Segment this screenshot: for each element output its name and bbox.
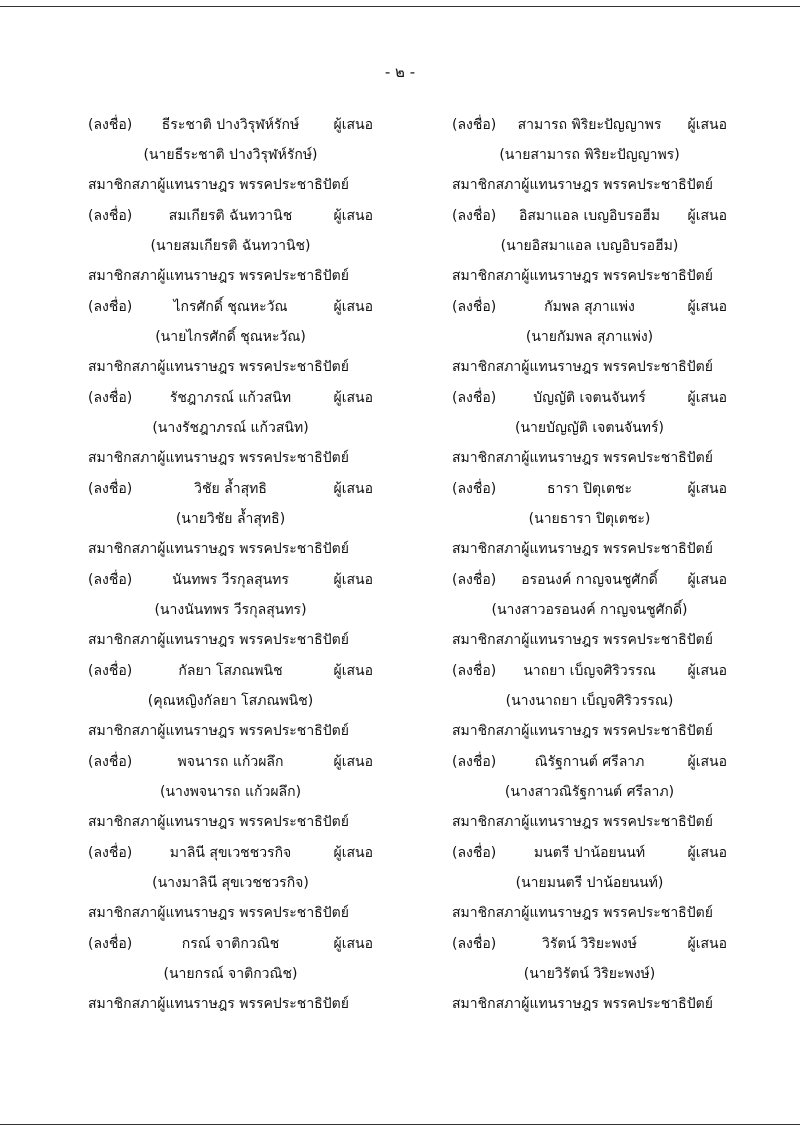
proposer-role: ผู้เสนอ xyxy=(333,754,373,770)
signature-name: วิชัย ล้ำสุทธิ xyxy=(194,481,267,497)
signature-entry xyxy=(88,383,373,474)
proposer-role: ผู้เสนอ xyxy=(687,572,727,588)
signature-entry xyxy=(452,656,727,747)
party-affiliation: สมาชิกสภาผู้แทนราษฎร พรรคประชาธิปัตย์ xyxy=(88,723,349,739)
party-affiliation: สมาชิกสภาผู้แทนราษฎร พรรคประชาธิปัตย์ xyxy=(452,814,713,830)
proposer-role: ผู้เสนอ xyxy=(687,754,727,770)
signature-name: นาถยา เบ็ญจศิริวรรณ xyxy=(523,663,656,679)
signature-entry xyxy=(452,383,727,474)
signature-name: ธีระชาติ ปางวิรุฬห์รักษ์ xyxy=(161,117,300,133)
signature-line xyxy=(452,565,727,595)
signature-entry xyxy=(88,474,373,565)
party-affiliation: สมาชิกสภาผู้แทนราษฎร พรรคประชาธิปัตย์ xyxy=(88,450,349,466)
signature-line xyxy=(88,747,373,777)
full-name: (นายสามารถ พิริยะปัญญาพร) xyxy=(499,147,680,163)
signature-name: มาลินี สุขเวชชวรกิจ xyxy=(169,845,292,861)
proposer-role: ผู้เสนอ xyxy=(333,936,373,952)
signature-line xyxy=(88,201,373,231)
full-name: (คุณหญิงกัลยา โสภณพนิช) xyxy=(147,693,314,709)
sign-label: (ลงชื่อ) xyxy=(88,572,133,588)
signature-line xyxy=(88,656,373,686)
proposer-role: ผู้เสนอ xyxy=(687,481,727,497)
signature-line xyxy=(452,656,727,686)
full-name: (นางนาถยา เบ็ญจศิริวรรณ) xyxy=(505,693,674,709)
party-affiliation: สมาชิกสภาผู้แทนราษฎร พรรคประชาธิปัตย์ xyxy=(452,541,713,557)
signature-line xyxy=(452,929,727,959)
signature-entry xyxy=(88,110,373,201)
left-signature-column xyxy=(88,110,373,1020)
full-name: (นางสาวณิรัฐกานต์ ศรีลาภ) xyxy=(504,784,675,800)
party-affiliation: สมาชิกสภาผู้แทนราษฎร พรรคประชาธิปัตย์ xyxy=(88,632,349,648)
sign-label: (ลงชื่อ) xyxy=(452,481,497,497)
bottom-scan-edge xyxy=(0,1124,800,1125)
party-affiliation: สมาชิกสภาผู้แทนราษฎร พรรคประชาธิปัตย์ xyxy=(452,268,713,284)
signature-name: กรณ์ จาติกวณิช xyxy=(181,936,280,952)
signature-line xyxy=(88,929,373,959)
party-affiliation: สมาชิกสภาผู้แทนราษฎร พรรคประชาธิปัตย์ xyxy=(88,268,349,284)
signature-line xyxy=(88,110,373,140)
signature-line xyxy=(452,838,727,868)
signature-entry xyxy=(88,929,373,1020)
signature-entry xyxy=(88,838,373,929)
sign-label: (ลงชื่อ) xyxy=(452,845,497,861)
proposer-role: ผู้เสนอ xyxy=(333,845,373,861)
party-affiliation: สมาชิกสภาผู้แทนราษฎร พรรคประชาธิปัตย์ xyxy=(452,723,713,739)
signature-line xyxy=(452,292,727,322)
signature-entry xyxy=(452,474,727,565)
sign-label: (ลงชื่อ) xyxy=(88,390,133,406)
full-name: (นางมาลินี สุขเวชชวรกิจ) xyxy=(152,875,309,891)
signature-line xyxy=(452,110,727,140)
full-name: (นางพจนารถ แก้วผลึก) xyxy=(159,784,302,800)
signature-entry xyxy=(452,747,727,838)
signature-name: สามารถ พิริยะปัญญาพร xyxy=(517,117,662,133)
full-name: (นายวิรัตน์ วิริยะพงษ์) xyxy=(523,966,656,982)
proposer-role: ผู้เสนอ xyxy=(687,390,727,406)
full-name: (นายอิสมาแอล เบญอิบรอฮีม) xyxy=(500,238,679,254)
party-affiliation: สมาชิกสภาผู้แทนราษฎร พรรคประชาธิปัตย์ xyxy=(452,996,713,1012)
signature-line xyxy=(88,383,373,413)
party-affiliation: สมาชิกสภาผู้แทนราษฎร พรรคประชาธิปัตย์ xyxy=(452,359,713,375)
signature-name: ไกรศักดิ์ ชุณหะวัณ xyxy=(173,299,288,315)
signature-name: สมเกียรติ ฉันทวานิช xyxy=(168,208,293,224)
sign-label: (ลงชื่อ) xyxy=(88,845,133,861)
sign-label: (ลงชื่อ) xyxy=(452,936,497,952)
sign-label: (ลงชื่อ) xyxy=(452,117,497,133)
proposer-role: ผู้เสนอ xyxy=(333,572,373,588)
proposer-role: ผู้เสนอ xyxy=(687,117,727,133)
signature-entry xyxy=(452,929,727,1020)
party-affiliation: สมาชิกสภาผู้แทนราษฎร พรรคประชาธิปัตย์ xyxy=(88,541,349,557)
full-name: (นายสมเกียรติ ฉันทวานิช) xyxy=(150,238,311,254)
sign-label: (ลงชื่อ) xyxy=(88,663,133,679)
signature-line xyxy=(452,747,727,777)
signature-name: มนตรี ปาน้อยนนท์ xyxy=(533,845,646,861)
proposer-role: ผู้เสนอ xyxy=(687,663,727,679)
full-name: (นายกัมพล สุภาแพ่ง) xyxy=(525,329,654,345)
signature-name: กัลยา โสภณพนิช xyxy=(178,663,283,679)
signature-entry xyxy=(452,110,727,201)
signature-entry xyxy=(88,747,373,838)
proposer-role: ผู้เสนอ xyxy=(687,845,727,861)
signature-line xyxy=(452,474,727,504)
signature-entry xyxy=(452,201,727,292)
proposer-role: ผู้เสนอ xyxy=(687,299,727,315)
signature-name: นันทพร วีรกุลสุนทร xyxy=(172,572,289,588)
proposer-role: ผู้เสนอ xyxy=(333,663,373,679)
party-affiliation: สมาชิกสภาผู้แทนราษฎร พรรคประชาธิปัตย์ xyxy=(88,177,349,193)
party-affiliation: สมาชิกสภาผู้แทนราษฎร พรรคประชาธิปัตย์ xyxy=(452,177,713,193)
signature-line xyxy=(88,474,373,504)
signature-entry xyxy=(88,292,373,383)
proposer-role: ผู้เสนอ xyxy=(333,117,373,133)
sign-label: (ลงชื่อ) xyxy=(88,299,133,315)
proposer-role: ผู้เสนอ xyxy=(333,481,373,497)
signature-entry xyxy=(452,565,727,656)
full-name: (นายมนตรี ปาน้อยนนท์) xyxy=(515,875,664,891)
sign-label: (ลงชื่อ) xyxy=(88,481,133,497)
full-name: (นายธีระชาติ ปางวิรุฬห์รักษ์) xyxy=(143,147,318,163)
proposer-role: ผู้เสนอ xyxy=(687,936,727,952)
sign-label: (ลงชื่อ) xyxy=(452,299,497,315)
right-signature-column xyxy=(452,110,727,1020)
sign-label: (ลงชื่อ) xyxy=(88,754,133,770)
signature-name: บัญญัติ เจตนจันทร์ xyxy=(533,390,646,406)
page-number: - ๒ - xyxy=(384,63,416,81)
signature-line xyxy=(452,383,727,413)
party-affiliation: สมาชิกสภาผู้แทนราษฎร พรรคประชาธิปัตย์ xyxy=(452,450,713,466)
signature-name: กัมพล สุภาแพ่ง xyxy=(544,299,635,315)
signature-entry xyxy=(452,838,727,929)
full-name: (นางสาวอรอนงค์ กาญจนชูศักดิ์) xyxy=(491,602,688,618)
signature-name: พจนารถ แก้วผลึก xyxy=(177,754,284,770)
sign-label: (ลงชื่อ) xyxy=(452,572,497,588)
sign-label: (ลงชื่อ) xyxy=(88,117,133,133)
party-affiliation: สมาชิกสภาผู้แทนราษฎร พรรคประชาธิปัตย์ xyxy=(88,905,349,921)
signature-name: รัชฎาภรณ์ แก้วสนิท xyxy=(169,390,292,406)
signature-entry xyxy=(88,565,373,656)
proposer-role: ผู้เสนอ xyxy=(333,299,373,315)
signature-name: อิสมาแอล เบญอิบรอฮีม xyxy=(518,208,661,224)
party-affiliation: สมาชิกสภาผู้แทนราษฎร พรรคประชาธิปัตย์ xyxy=(452,905,713,921)
signature-name: ธารา ปิตุเตชะ xyxy=(546,481,633,497)
party-affiliation: สมาชิกสภาผู้แทนราษฎร พรรคประชาธิปัตย์ xyxy=(88,814,349,830)
sign-label: (ลงชื่อ) xyxy=(452,663,497,679)
party-affiliation: สมาชิกสภาผู้แทนราษฎร พรรคประชาธิปัตย์ xyxy=(88,359,349,375)
full-name: (นางรัชฎาภรณ์ แก้วสนิท) xyxy=(152,420,309,436)
sign-label: (ลงชื่อ) xyxy=(452,208,497,224)
sign-label: (ลงชื่อ) xyxy=(88,208,133,224)
party-affiliation: สมาชิกสภาผู้แทนราษฎร พรรคประชาธิปัตย์ xyxy=(452,632,713,648)
proposer-role: ผู้เสนอ xyxy=(333,390,373,406)
full-name: (นายวิชัย ล้ำสุทธิ) xyxy=(175,511,286,527)
party-affiliation: สมาชิกสภาผู้แทนราษฎร พรรคประชาธิปัตย์ xyxy=(88,996,349,1012)
signature-line xyxy=(88,838,373,868)
full-name: (นายไกรศักดิ์ ชุณหะวัณ) xyxy=(155,329,306,345)
proposer-role: ผู้เสนอ xyxy=(687,208,727,224)
signature-entry xyxy=(88,201,373,292)
signature-line xyxy=(88,565,373,595)
signature-name: ณิรัฐกานต์ ศรีลาภ xyxy=(534,754,645,770)
signature-name: อรอนงค์ กาญจนชูศักดิ์ xyxy=(521,572,658,588)
full-name: (นายธารา ปิตุเตชะ) xyxy=(528,511,651,527)
sign-label: (ลงชื่อ) xyxy=(88,936,133,952)
signature-entry xyxy=(88,656,373,747)
full-name: (นายกรณ์ จาติกวณิช) xyxy=(163,966,298,982)
signature-name: วิรัตน์ วิริยะพงษ์ xyxy=(542,936,637,952)
proposer-role: ผู้เสนอ xyxy=(333,208,373,224)
sign-label: (ลงชื่อ) xyxy=(452,390,497,406)
signature-line xyxy=(88,292,373,322)
sign-label: (ลงชื่อ) xyxy=(452,754,497,770)
full-name: (นางนันทพร วีรกุลสุนทร) xyxy=(154,602,307,618)
signature-line xyxy=(452,201,727,231)
full-name: (นายบัญญัติ เจตนจันทร์) xyxy=(514,420,665,436)
top-scan-edge xyxy=(0,6,800,7)
signature-entry xyxy=(452,292,727,383)
